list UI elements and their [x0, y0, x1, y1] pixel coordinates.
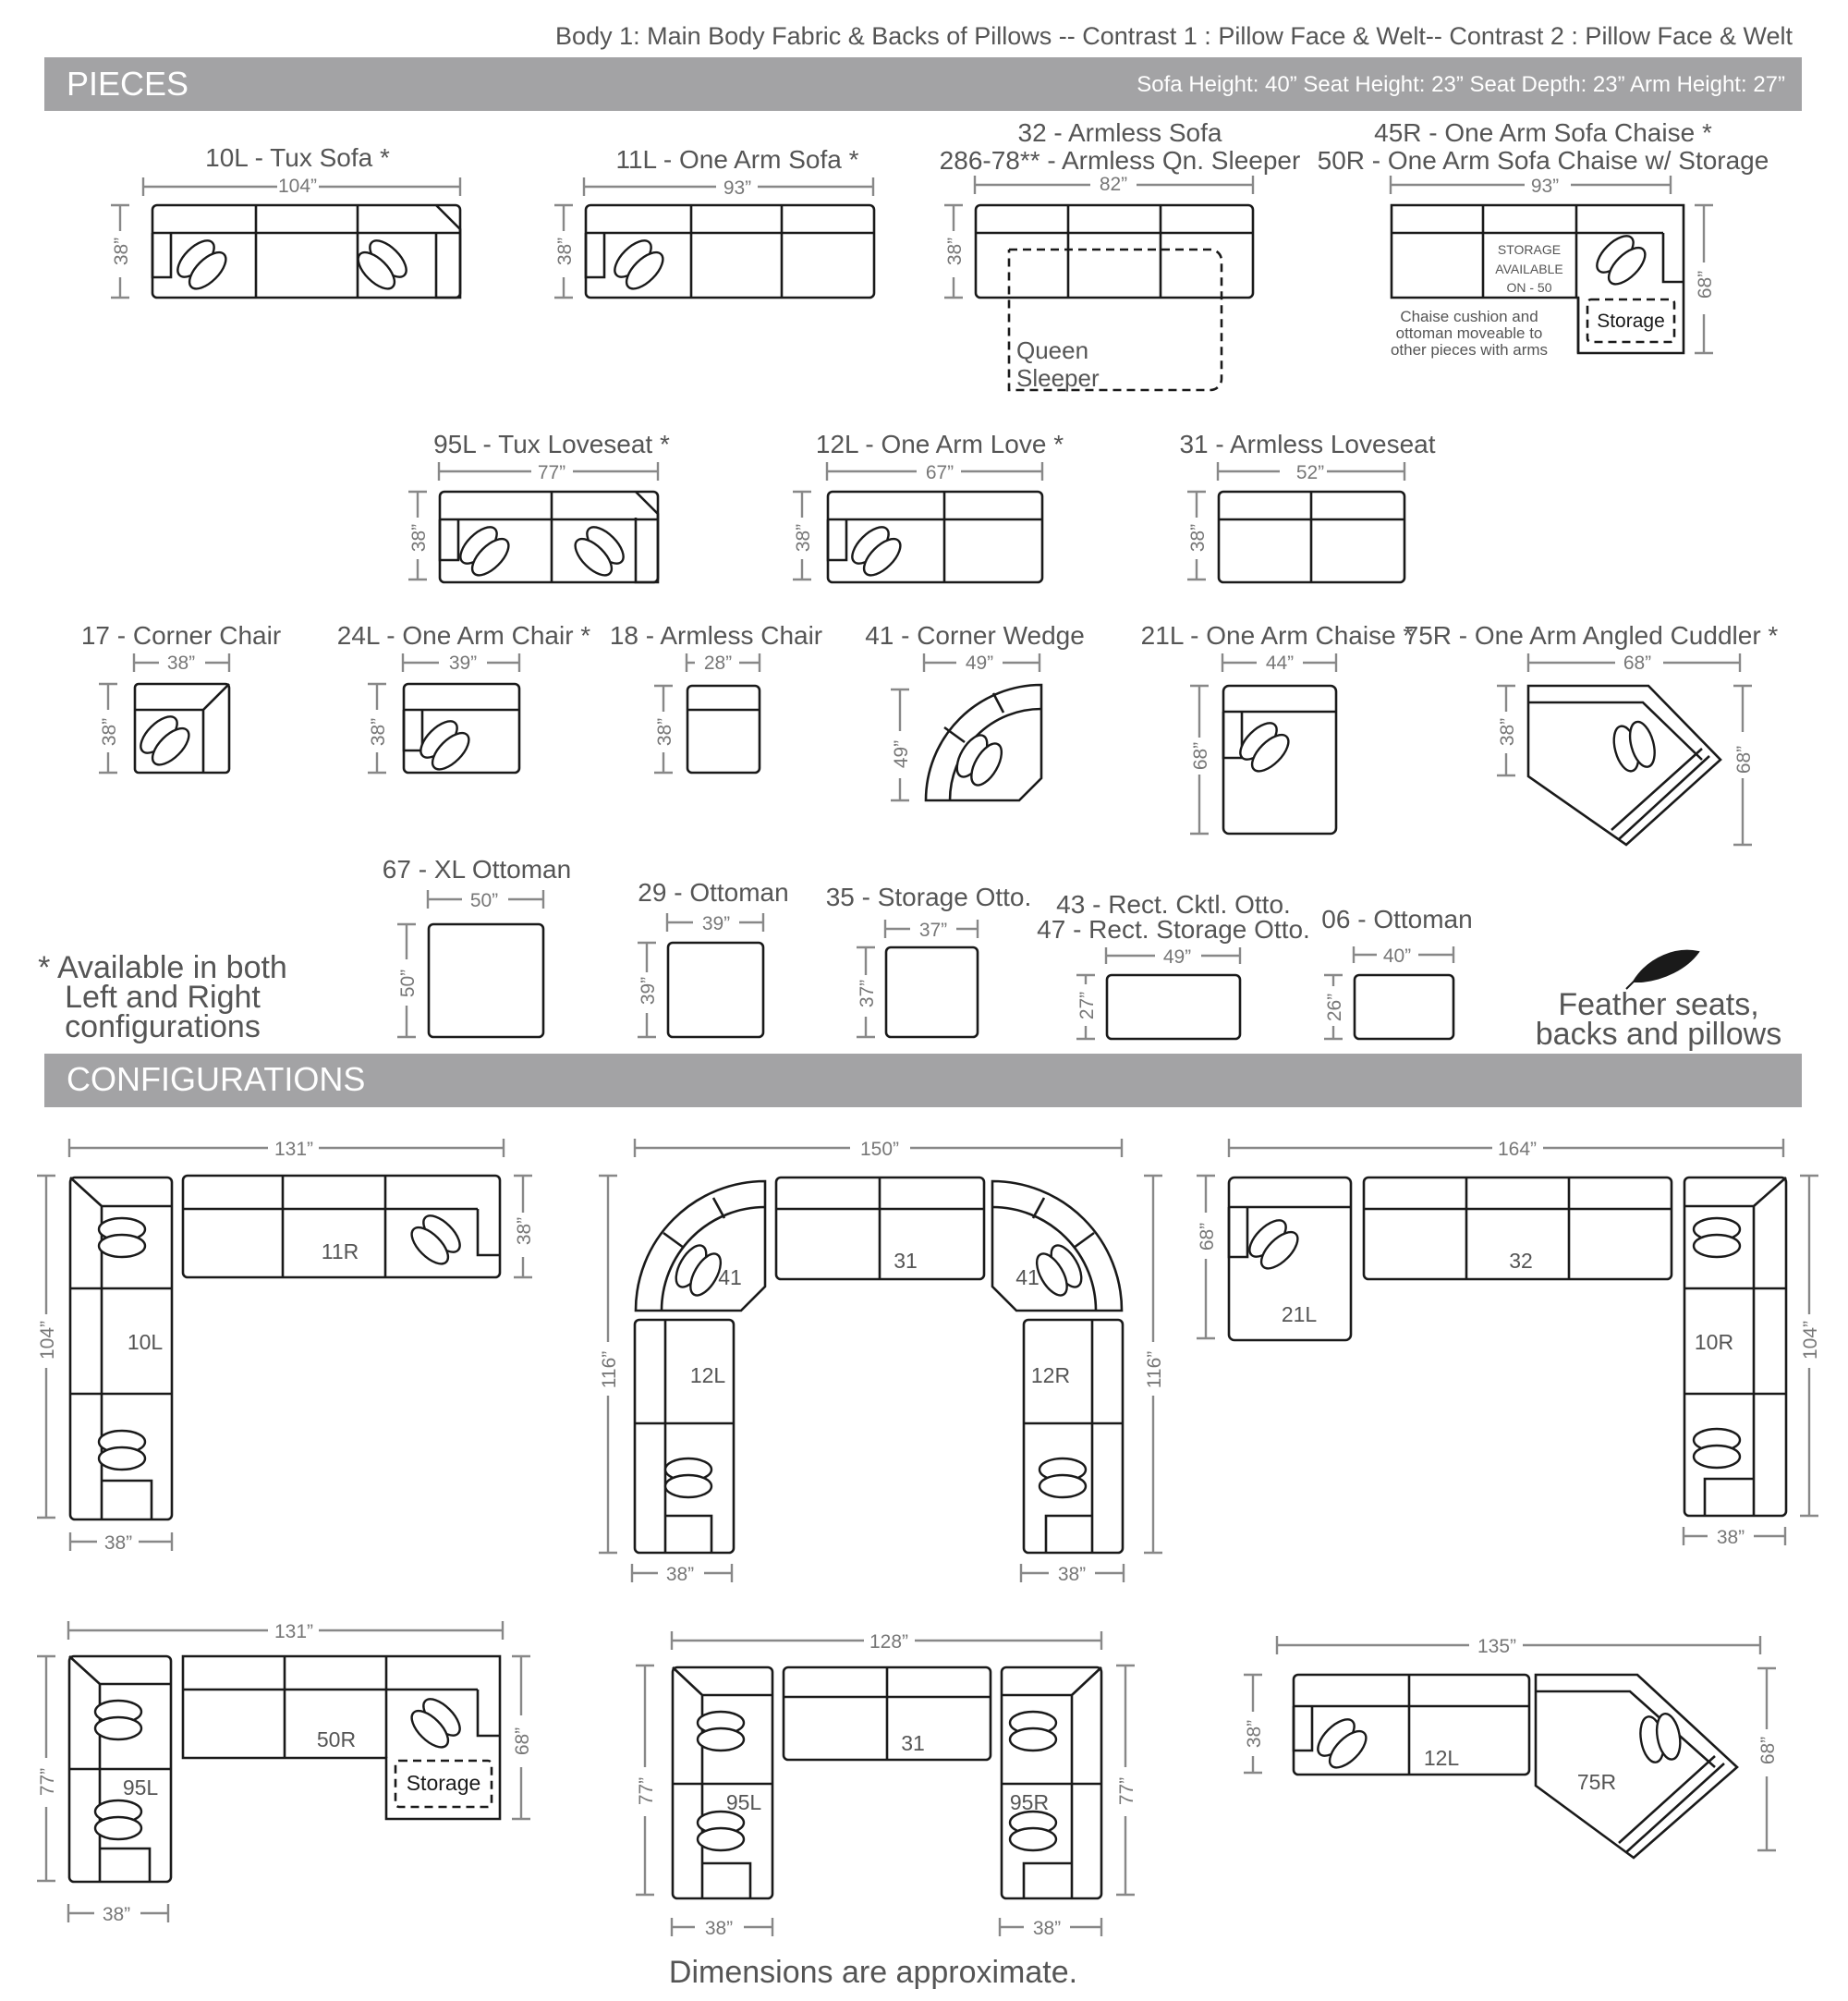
configurations-title: CONFIGURATIONS: [67, 1060, 366, 1098]
dim-depth: 38”: [654, 717, 675, 747]
config-bottom: 38”: [103, 1532, 133, 1554]
dim-depth: 38”: [793, 523, 814, 553]
piece-name: 31 - Armless Loveseat: [1179, 430, 1436, 458]
piece-10l-tux-sofa: [111, 143, 460, 298]
dim-width: 44”: [1265, 653, 1295, 674]
config-left: 38”: [1244, 1719, 1265, 1749]
pieces-title: PIECES: [67, 65, 189, 103]
piece-67-xl-ottoman: [383, 855, 571, 1037]
dim-depth: 38”: [368, 717, 389, 747]
config-left: 116”: [599, 1350, 620, 1389]
piece-name: 10L - Tux Sofa *: [205, 143, 390, 172]
chaise-note-2: ottoman moveable to: [1395, 324, 1543, 342]
piece-17-corner-chair: [81, 621, 281, 773]
config-width: 131”: [274, 1139, 314, 1160]
config-label-10r: 10R: [1694, 1330, 1734, 1354]
dim-width: 93”: [723, 177, 752, 199]
piece-name: 95L - Tux Loveseat *: [433, 430, 670, 458]
dim-depth: 38”: [944, 237, 966, 266]
dim-width: 39”: [448, 653, 478, 674]
config-bottom-left: 38”: [665, 1564, 695, 1585]
config-bottom-right: 38”: [1032, 1918, 1062, 1939]
dim-width: 49”: [965, 653, 994, 674]
config-width: 128”: [869, 1631, 909, 1653]
config-right: 68”: [1757, 1736, 1779, 1765]
config-label-10l: 10L: [127, 1330, 164, 1354]
config-label-50r: 50R: [316, 1727, 357, 1751]
dim-width: 82”: [1099, 174, 1128, 195]
availability-note-1: * Available in both: [38, 950, 287, 985]
piece-32-armless-sofa: [940, 118, 1301, 392]
config-left: 77”: [636, 1776, 657, 1806]
config-6: [1244, 1636, 1779, 1858]
piece-name: 12L - One Arm Love *: [815, 430, 1064, 458]
piece-name: 35 - Storage Otto.: [825, 883, 1032, 911]
piece-29-ottoman: [638, 878, 789, 1037]
dim-width: 40”: [1382, 946, 1412, 967]
config-left: 68”: [1197, 1222, 1218, 1251]
sleeper-note-2: Sleeper: [1016, 364, 1100, 392]
config-label-12r: 12R: [1030, 1363, 1071, 1387]
dim-depth: 37”: [857, 979, 878, 1008]
piece-name: 06 - Ottoman: [1321, 905, 1473, 933]
piece-18-armless-chair: [610, 621, 822, 773]
config-label-21l: 21L: [1281, 1302, 1318, 1326]
chaise-note-1: Chaise cushion and: [1400, 308, 1538, 325]
sleeper-note-1: Queen: [1016, 336, 1089, 364]
config-right: 68”: [512, 1726, 533, 1756]
config-right: 104”: [1800, 1320, 1821, 1360]
config-label-31: 31: [894, 1249, 918, 1273]
dim-width: 39”: [701, 913, 731, 934]
config-bottom: 38”: [102, 1904, 131, 1925]
availability-note-3: configurations: [65, 1009, 261, 1044]
dim-depth: 27”: [1076, 991, 1098, 1020]
config-label-31: 31: [901, 1731, 925, 1755]
dim-depth: 26”: [1324, 993, 1345, 1022]
dim-depth-2: 68”: [1733, 745, 1755, 775]
dim-width: 77”: [537, 462, 566, 483]
dim-depth: 38”: [99, 717, 120, 747]
storage-label: Storage: [1597, 311, 1665, 332]
dim-depth: 39”: [638, 976, 659, 1006]
config-4: [37, 1621, 533, 1925]
piece-name: 43 - Rect. Cktl. Otto.: [1056, 890, 1291, 919]
config-bottom: 38”: [1716, 1527, 1745, 1548]
config-3: [1197, 1139, 1821, 1548]
config-label-41-right: 41: [1015, 1265, 1040, 1289]
piece-name: 29 - Ottoman: [638, 878, 789, 907]
storage-note-2: AVAILABLE: [1495, 262, 1563, 276]
config-left: 77”: [37, 1767, 58, 1797]
storage-note-3: ON - 50: [1506, 280, 1552, 295]
piece-95l-tux-loveseat: [408, 430, 670, 582]
piece-24l-one-arm-chair: [337, 621, 591, 775]
dim-width: 104”: [277, 176, 318, 197]
piece-name: 21L - One Arm Chaise *: [1140, 621, 1414, 650]
config-5: [636, 1631, 1137, 1939]
piece-name: 24L - One Arm Chair *: [336, 621, 591, 650]
storage-note-1: STORAGE: [1497, 242, 1562, 257]
piece-name: 67 - XL Ottoman: [382, 855, 572, 884]
feather-note-1: Feather seats,: [1558, 987, 1759, 1022]
feather-icon: [1626, 951, 1698, 989]
config-label-11r: 11R: [321, 1239, 359, 1263]
piece-name: 75R - One Arm Angled Cuddler *: [1404, 621, 1779, 650]
piece-21l-one-arm-chaise: [1141, 621, 1414, 834]
config-label-32: 32: [1509, 1249, 1533, 1273]
config-bottom-left: 38”: [704, 1918, 734, 1939]
dim-depth: 38”: [554, 237, 576, 266]
dim-width: 28”: [703, 653, 733, 674]
config-right: 116”: [1144, 1350, 1165, 1389]
config-1: [37, 1139, 535, 1554]
piece-06-ottoman: [1321, 905, 1472, 1039]
config-label-75r: 75R: [1576, 1770, 1617, 1794]
config-width: 150”: [859, 1139, 900, 1160]
dim-depth: 49”: [891, 739, 912, 769]
dim-width: 38”: [166, 653, 196, 674]
dim-width: 68”: [1623, 653, 1652, 674]
config-label-95r: 95R: [1009, 1790, 1050, 1814]
dim-depth: 38”: [1187, 523, 1209, 553]
piece-31-armless-loveseat: [1179, 430, 1435, 582]
piece-45r-sofa-chaise: [1318, 118, 1769, 359]
config-left: 104”: [37, 1320, 58, 1360]
chaise-note-3: other pieces with arms: [1390, 341, 1549, 359]
piece-name: 32 - Armless Sofa: [1017, 118, 1222, 147]
config-label-95l: 95L: [725, 1790, 762, 1814]
dim-width: 37”: [918, 920, 948, 941]
piece-11l-one-arm-sofa: [554, 145, 874, 298]
piece-name-2: 50R - One Arm Sofa Chaise w/ Storage: [1317, 146, 1769, 175]
config-label-12l: 12L: [689, 1363, 726, 1387]
dim-depth: 38”: [1497, 717, 1518, 747]
dim-width: 67”: [925, 462, 954, 483]
config-right: 38”: [514, 1216, 535, 1246]
dim-width: 49”: [1162, 946, 1192, 968]
piece-43-rect-ottoman: [1037, 890, 1310, 1039]
dim-width: 93”: [1530, 176, 1560, 197]
dim-width: 52”: [1295, 462, 1325, 483]
dim-width: 50”: [469, 890, 499, 911]
dim-depth: 68”: [1190, 741, 1211, 771]
config-2: [599, 1139, 1165, 1585]
feather-note-2: backs and pillows: [1535, 1017, 1782, 1052]
header-note: Body 1: Main Body Fabric & Backs of Pillows -- Contrast 1 : Pillow Face & Welt-- Contrast 2 : Pillow Face & Welt: [555, 22, 1793, 50]
piece-name: 18 - Armless Chair: [609, 621, 823, 650]
pieces-specs: Sofa Height: 40” Seat Height: 23” Seat Depth: 23” Arm Height: 27”: [1137, 72, 1785, 97]
piece-35-storage-otto: [826, 883, 1032, 1037]
piece-name-2: 286-78** - Armless Qn. Sleeper: [939, 146, 1301, 175]
config-label-12l: 12L: [1423, 1746, 1460, 1770]
config-storage-label: Storage: [406, 1771, 481, 1795]
config-label-95l: 95L: [122, 1775, 159, 1800]
dim-depth: 50”: [397, 969, 419, 998]
piece-name: 11L - One Arm Sofa *: [615, 145, 859, 174]
config-width: 131”: [274, 1621, 314, 1642]
config-width: 135”: [1477, 1636, 1517, 1657]
piece-name: 41 - Corner Wedge: [865, 621, 1085, 650]
piece-41-corner-wedge: [865, 621, 1085, 800]
dim-depth: 38”: [408, 523, 430, 553]
piece-name: 45R - One Arm Sofa Chaise *: [1374, 118, 1712, 147]
piece-name-2: 47 - Rect. Storage Otto.: [1037, 915, 1310, 944]
config-width: 164”: [1497, 1139, 1538, 1160]
piece-12l-one-arm-love: [793, 430, 1064, 582]
availability-note-2: Left and Right: [65, 980, 261, 1015]
dim-depth: 68”: [1695, 270, 1716, 299]
config-label-41-left: 41: [718, 1265, 742, 1289]
piece-75r-angled-cuddler: [1404, 621, 1779, 845]
config-right: 77”: [1116, 1776, 1137, 1806]
dim-depth: 38”: [111, 237, 132, 266]
footer-note: Dimensions are approximate.: [668, 1955, 1078, 1990]
config-bottom-right: 38”: [1057, 1564, 1087, 1585]
piece-name: 17 - Corner Chair: [80, 621, 282, 650]
